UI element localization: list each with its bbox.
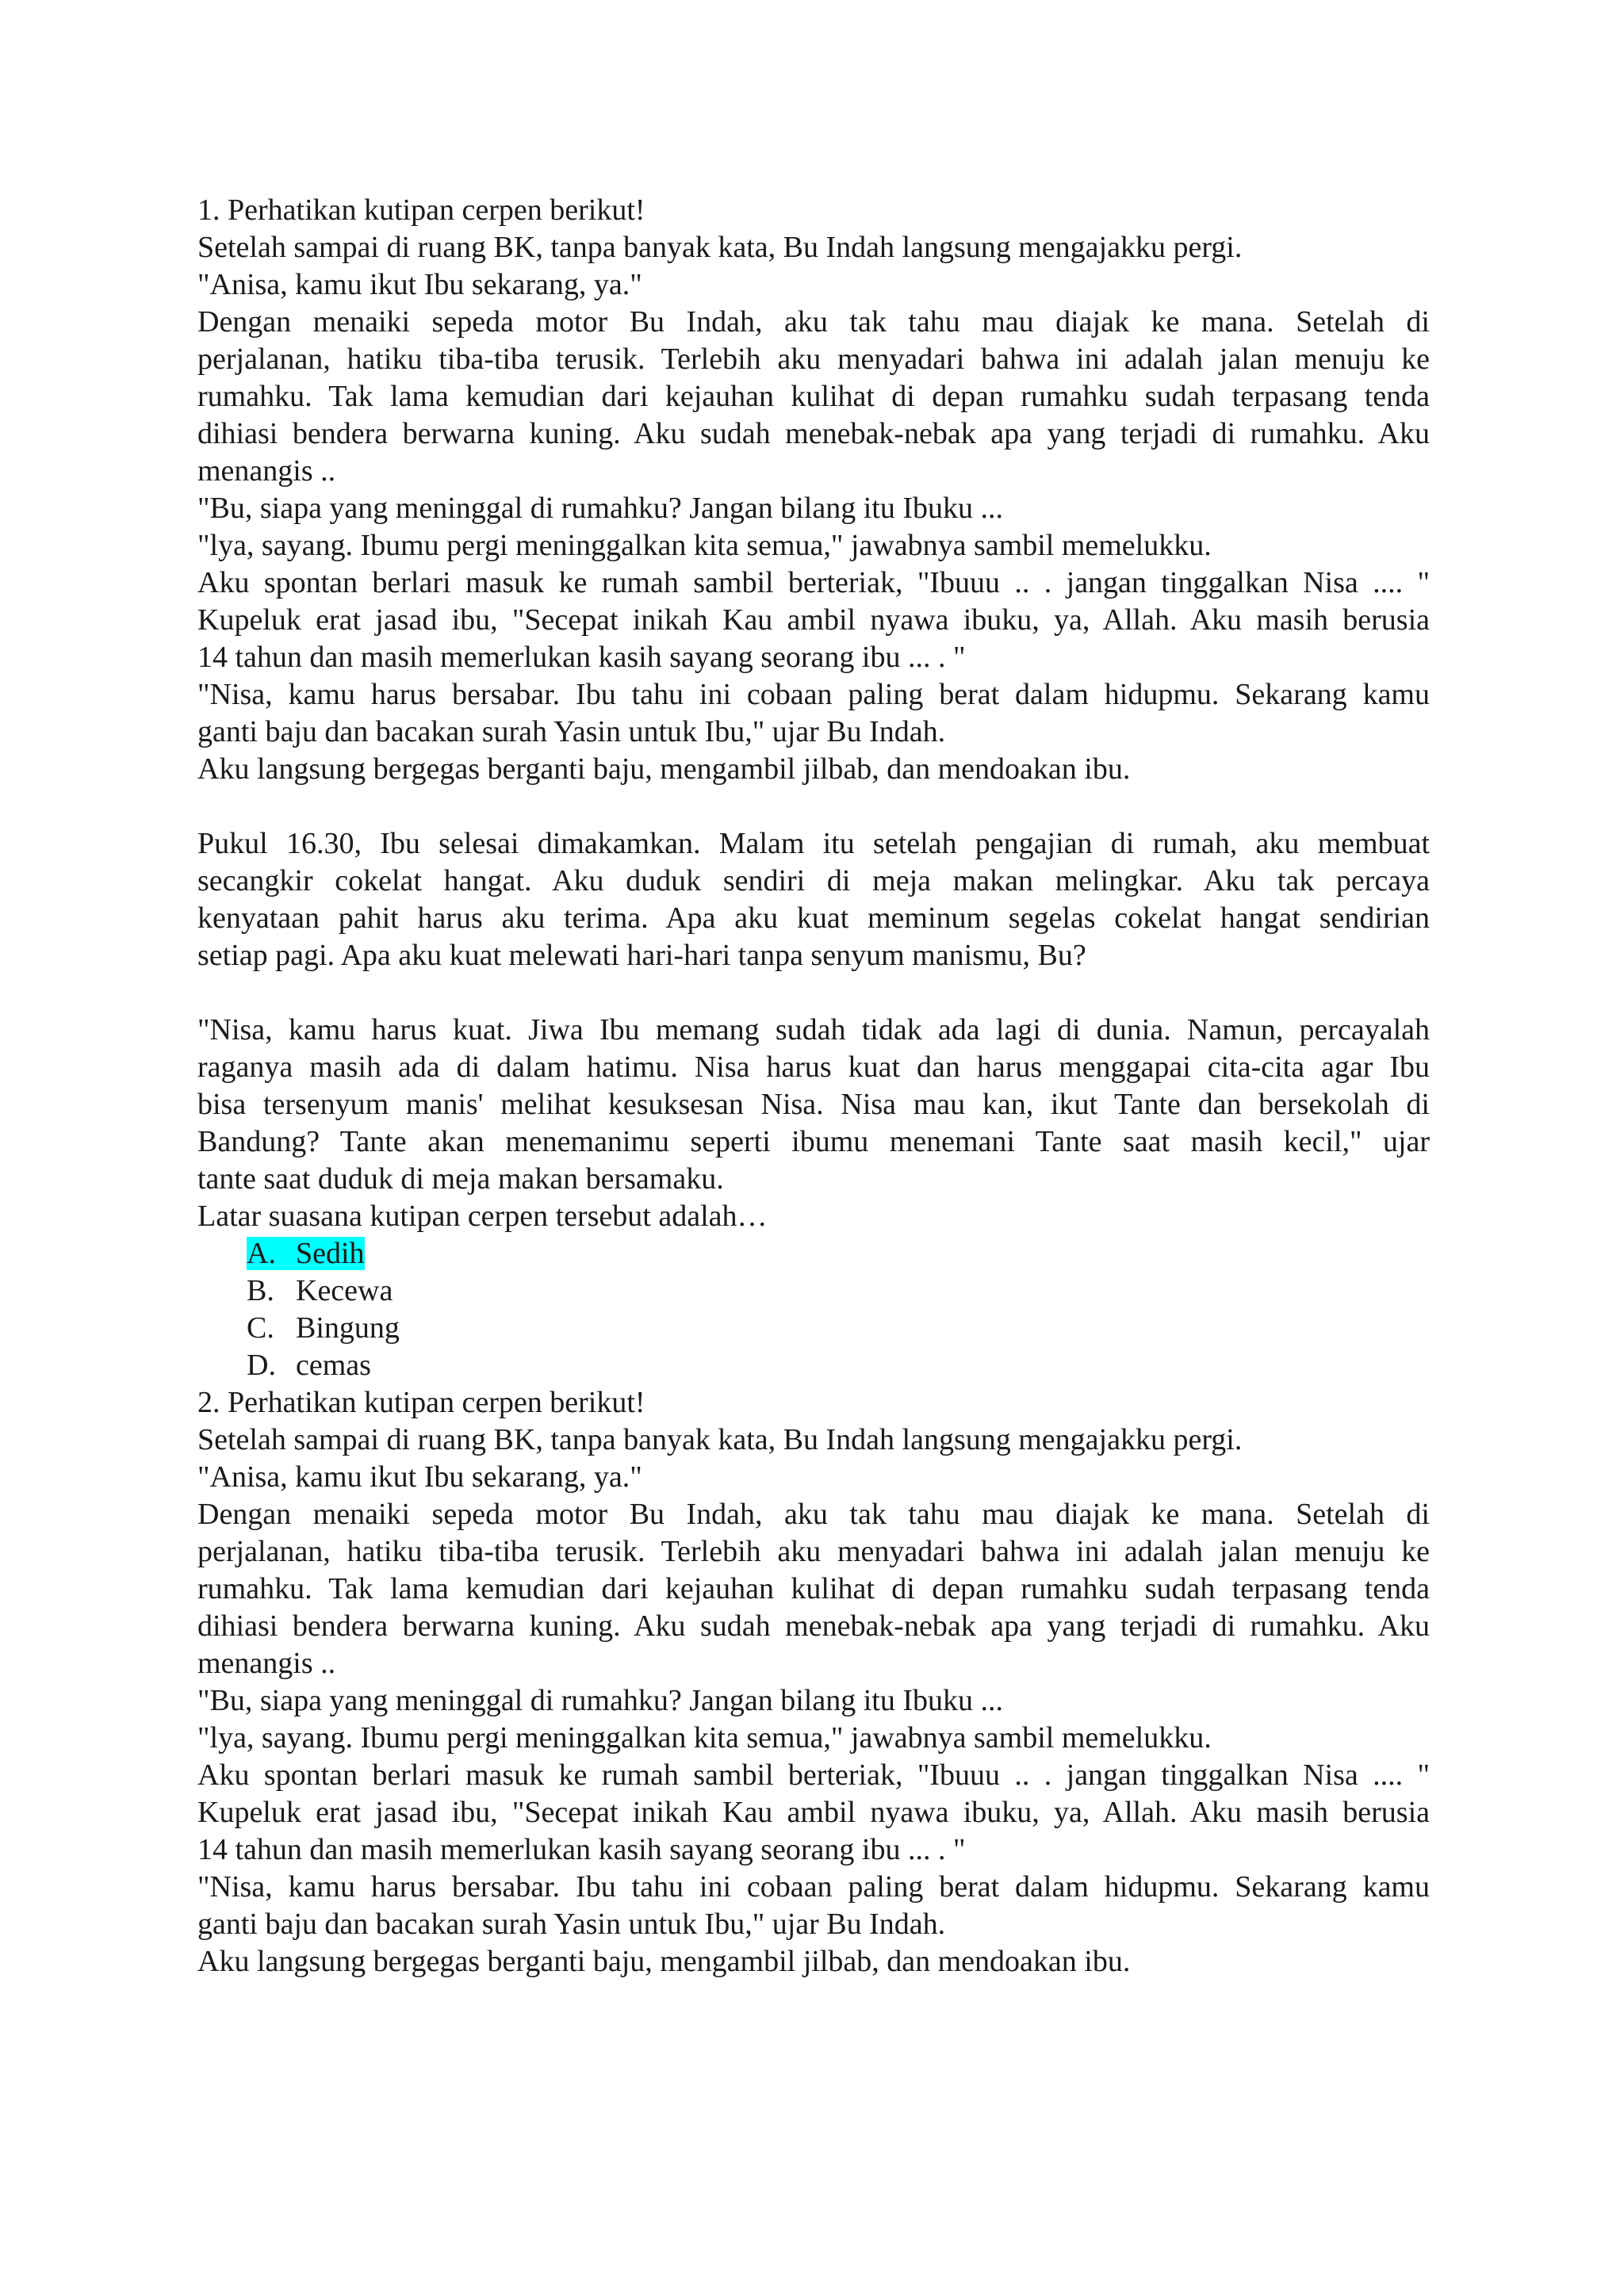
highlighted-answer [247,1237,365,1270]
option-letter: A. [247,1237,276,1270]
text-line: Latar suasana kutipan cerpen tersebut adalah… [197,1200,768,1233]
text-line: Setelah sampai di ruang BK, tanpa banyak kata, Bu Indah langsung mengajakku pergi. [197,1423,1243,1456]
option-text: Kecewa [296,1274,393,1307]
question-block [197,1384,1430,1980]
text-line: Dengan menaiki sepeda motor Bu Indah, aku tak tahu mau diajak ke mana. Setelah di [197,1498,1430,1531]
text-line: 14 tahun dan masih memerlukan kasih sayang seorang ibu ... . " [197,641,966,674]
answer-option[interactable] [247,1235,1430,1272]
text-line: menangis .. [197,1647,336,1680]
text-line: "Nisa, kamu harus bersabar. Ibu tahu ini cobaan paling berat dalam hidupmu. Sekarang kamu [197,1870,1430,1904]
answer-option[interactable] [247,1347,1430,1384]
text-line: setiap pagi. Apa aku kuat melewati hari-hari tanpa senyum manismu, Bu? [197,939,1086,972]
text-line: "Nisa, kamu harus kuat. Jiwa Ibu memang sudah tidak ada lagi di dunia. Namun, percayalah [197,1013,1430,1047]
option-body [247,1349,371,1382]
text-line: menangis .. [197,454,336,488]
text-line: ganti baju dan bacakan surah Yasin untuk Ibu," ujar Bu Indah. [197,1908,946,1941]
text-line: Pukul 16.30, Ibu selesai dimakamkan. Malam itu setelah pengajian di rumah, aku membuat [197,827,1430,860]
text-line: raganya masih ada di dalam hatimu. Nisa harus kuat dan harus menggapai cita-cita agar Ibu [197,1050,1430,1084]
option-body [247,1274,393,1307]
text-line: perjalanan, hatiku tiba-tiba terusik. Terlebih aku menyadari bahwa ini adalah jalan menuju ke [197,1535,1430,1568]
text-line: secangkir cokelat hangat. Aku duduk sendiri di meja makan melingkar. Aku tak percaya [197,864,1430,897]
text-line: 14 tahun dan masih memerlukan kasih sayang seorang ibu ... . " [197,1833,966,1866]
text-line: "Nisa, kamu harus bersabar. Ibu tahu ini cobaan paling berat dalam hidupmu. Sekarang kamu [197,678,1430,711]
text-line: tante saat duduk di meja makan bersamaku. [197,1162,724,1196]
option-body [247,1311,400,1345]
text-line: Bandung? Tante akan menemanimu seperti ibumu menemani Tante saat masih kecil," ujar [197,1125,1430,1158]
paragraph-gap [197,788,1430,825]
option-text: cemas [296,1349,371,1382]
text-line: dihiasi bendera berwarna kuning. Aku sudah menebak-nebak apa yang terjadi di rumahku. Aku [197,1609,1430,1643]
text-line: kenyataan pahit harus aku terima. Apa aku kuat meminum segelas cokelat hangat sendirian [197,901,1430,935]
text-line: Kupeluk erat jasad ibu, "Secepat inikah Kau ambil nyawa ibuku, ya, Allah. Aku masih berusia [197,1796,1430,1829]
question-title: 2. Perhatikan kutipan cerpen berikut! [197,1386,645,1419]
text-line: Dengan menaiki sepeda motor Bu Indah, aku tak tahu mau diajak ke mana. Setelah di [197,305,1430,339]
text-line: ganti baju dan bacakan surah Yasin untuk Ibu," ujar Bu Indah. [197,715,946,748]
option-letter: C. [247,1311,274,1345]
option-text: Sedih [296,1237,365,1270]
option-letter: D. [247,1349,276,1382]
text-line: rumahku. Tak lama kemudian dari kejauhan kulihat di depan rumahku sudah terpasang tenda [197,380,1430,413]
text-line: Aku langsung bergegas berganti baju, mengambil jilbab, dan mendoakan ibu. [197,1945,1131,1978]
text-line: rumahku. Tak lama kemudian dari kejauhan kulihat di depan rumahku sudah terpasang tenda [197,1572,1430,1605]
text-line: "Anisa, kamu ikut Ibu sekarang, ya." [197,1460,642,1494]
text-line: Aku spontan berlari masuk ke rumah sambil berteriak, "Ibuuu .. . jangan tinggalkan Nisa .... " [197,566,1430,599]
answer-option[interactable] [247,1272,1430,1310]
text-line: Aku langsung bergegas berganti baju, mengambil jilbab, dan mendoakan ibu. [197,752,1131,786]
text-line: Setelah sampai di ruang BK, tanpa banyak kata, Bu Indah langsung mengajakku pergi. [197,231,1243,264]
text-line: bisa tersenyum manis' melihat kesuksesan Nisa. Nisa mau kan, ikut Tante dan bersekolah di [197,1088,1430,1121]
text-line: "lya, sayang. Ibumu pergi meninggalkan kita semua," jawabnya sambil memelukku. [197,1721,1212,1755]
text-line: perjalanan, hatiku tiba-tiba terusik. Terlebih aku menyadari bahwa ini adalah jalan menuju ke [197,342,1430,376]
text-line: "Bu, siapa yang meninggal di rumahku? Jangan bilang itu Ibuku ... [197,1684,1003,1717]
text-line: Kupeluk erat jasad ibu, "Secepat inikah Kau ambil nyawa ibuku, ya, Allah. Aku masih berusia [197,603,1430,637]
text-line: dihiasi bendera berwarna kuning. Aku sudah menebak-nebak apa yang terjadi di rumahku. Aku [197,417,1430,450]
text-line: "lya, sayang. Ibumu pergi meninggalkan kita semua," jawabnya sambil memelukku. [197,529,1212,562]
question-block [197,192,1430,1384]
answer-option[interactable] [247,1310,1430,1347]
option-letter: B. [247,1274,274,1307]
option-text: Bingung [296,1311,400,1345]
text-line: "Bu, siapa yang meninggal di rumahku? Jangan bilang itu Ibuku ... [197,492,1003,525]
document-body [197,192,1430,1980]
text-line: Aku spontan berlari masuk ke rumah sambil berteriak, "Ibuuu .. . jangan tinggalkan Nisa .... " [197,1758,1430,1792]
answer-options [197,1235,1430,1384]
paragraph-gap [197,974,1430,1012]
text-line: "Anisa, kamu ikut Ibu sekarang, ya." [197,268,642,301]
question-title: 1. Perhatikan kutipan cerpen berikut! [197,193,645,227]
